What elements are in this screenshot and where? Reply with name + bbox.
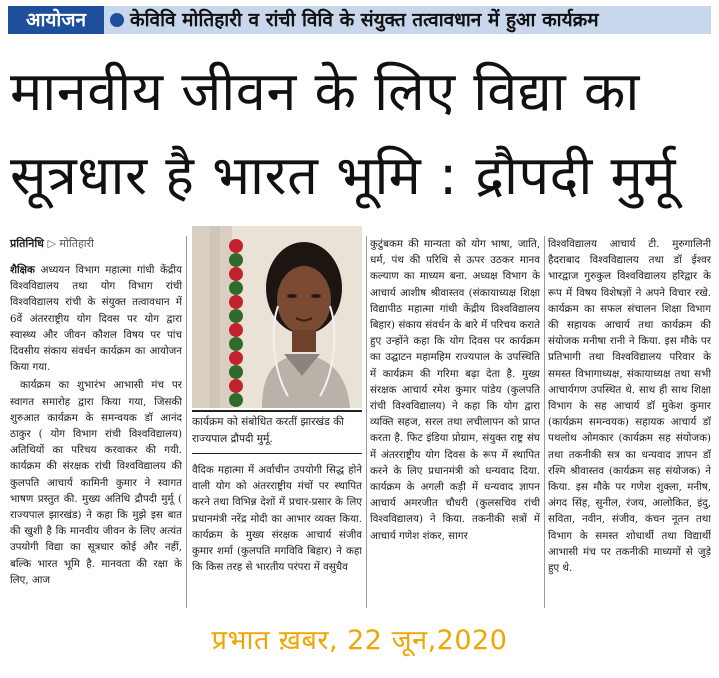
headline-line-1: मानवीय जीवन के लिए विद्या का	[10, 60, 640, 123]
column-divider	[366, 236, 367, 608]
photo-caption: कार्यक्रम को संबोधित करतीं झारखंड की राज्यपाल द्रौपदी मुर्मू.	[192, 410, 362, 454]
governor-portrait-image	[192, 226, 362, 408]
bullet-dot-icon	[110, 13, 124, 27]
section-badge: आयोजन	[8, 6, 104, 34]
byline-arrow-icon: ▷	[47, 237, 60, 250]
article-column-2	[192, 462, 362, 607]
article-paragraph: कुटुंबकम की मान्यता को योग भाषा, जाति, धर्म, पंथ की परिधि से ऊपर उठकर मानव कल्याण का माध्यम बना. अध्यक्ष विभाग के आचार्य आशीष श्रीवास्तव (संकायाध्यक्ष शिक्षा विद्यापीठ महात्मा गांधी केंद्रीय विश्वविद्यालय बिहार) संकाय संवर्धन के बारे में परिचय कराते हुए उन्होंने कहा कि योग दिवस पर कार्यक्रम का उद्घाटन महामहिम राज्यपाल के उपस्थिति में कार्यक्रम की गरिमा बढ़ा देता है. मुख्य संरक्षक आचार्य रमेश कुमार पांडेय (कुलपति रांची विश्वविद्यालय) ने कहा कि योग द्वारा व्यक्ति सहज, सरल तथा लचीलापन को प्राप्त करता है. फिट इंडिया प्रोग्राम, संयुक्त राष्ट्र संघ में अंतरराष्ट्रीय योग दिवस के रूप में स्थापित करने के लिए प्रधानमंत्री को धन्यवाद दिया. कार्यक्रम के अगली कड़ी में धन्यवाद ज्ञापन आचार्य अमरजीत चौधरी (कुलसचिव रांची विश्वविद्यालय) ने किया. तकनीकी सत्रों में आचार्य गणेश शंकर, सागर	[370, 238, 540, 542]
kicker-text: केविवि मोतिहारी व रांची विवि के संयुक्त तत्वावधान में हुआ कार्यक्रम	[130, 9, 599, 31]
article-paragraph: विश्वविद्यालय आचार्य टी. मुरुगालिनी हैदराबाद विश्वविद्यालय तथा डॉ ईश्वर भारद्वाज गुरुकुल विश्वविद्यालय हरिद्वार के रूप में विषय विशेषज्ञों ने अपने विचार रखे. कार्यक्रम का सफल संचालन शिक्षा विभाग की सहायक आचार्य तथा कार्यक्रम की संयोजक मनीषा रानी ने किया. इस मौके पर प्रतिभागी तथा विश्वविद्यालय परिवार के समस्त विभागाध्यक्ष, संकायाध्यक्ष तथा सभी आचार्यगण उपस्थित थे. साथ ही साथ शिक्षा विभाग के सह आचार्य डॉ मुकेश कुमार (कार्यक्रम समन्वयक) सहायक आचार्य डॉ पथलोथ ओमकार (कार्यक्रम सह संयोजक) तथा तकनीकी सत्र का धन्यवाद ज्ञापन डॉ रश्मि श्रीवास्तव (कार्यक्रम सह संयोजक) ने किया. इस मौके पर गणेश शुक्ला, मनीष, अंगद सिंह, सुनील, रंजय, आलोकित, इंदु, सविता, नवीन, संजीव, कंचन नूतन तथा विभाग के समस्त शोधार्थी तथा विद्यार्थी आभासी मंच पर तकनीकी माध्यमों से जुड़े हुए थे.	[548, 238, 711, 575]
article-paragraph: कार्यक्रम का शुभारंभ आभासी मंच पर स्वागत समारोह द्वारा किया गया, जिसकी शुरुआत कार्यक्रम के समन्वयक डॉ आनंद ठाकुर ( योग विभाग रांची विश्वविद्यालय) अतिथियों का परिचय करवाकर की गयी. कार्यक्रम की संरक्षक रांची विश्वविद्यालय की कुलपति आचार्य कामिनी कुमार ने स्वागत भाषण प्रस्तुत की. मुख्य अतिथि द्रौपदी मुर्मू ( राज्यपाल झारखंड) ने कहा कि मुझे इस बात की खुशी है कि मानवीय जीवन के लिए अत्यंत उपयोगी विद्या का सूत्रधार कोई और नहीं, बल्कि भारत भूमि है. मानवता की रक्षा के लिए, आज	[10, 379, 182, 586]
byline-reporter: प्रतिनिधि	[10, 237, 44, 250]
article-column-3	[370, 236, 540, 607]
article-paragraph	[10, 262, 182, 375]
article-column-4	[548, 236, 711, 607]
article-column-1	[10, 262, 182, 607]
headline-line-2: सूत्रधार है भारत भूमि : द्रौपदी मुर्मू	[10, 144, 677, 207]
lead-word: शैक्षिक	[10, 264, 35, 276]
governor-photo	[192, 226, 362, 408]
byline	[10, 236, 94, 251]
column-divider	[186, 236, 187, 608]
column-divider	[544, 236, 545, 608]
paragraph-text: अध्ययन विभाग महात्मा गांधी केंद्रीय विश्वविद्यालय तथा योग विभाग रांची विश्वविद्यालय रांची के संयुक्त तत्वावधान में 6वें अंतरराष्ट्रीय योग दिवस पर योग द्वारा स्वास्थ्य और जीवन कौशल विषय पर पांच दिवसीय संकाय संवर्धन कार्यक्रम का आयोजन किया गया.	[10, 264, 182, 374]
article-paragraph: वैदिक महात्मा में अर्वाचीन उपयोगी सिद्ध होने वाली योग को अंतरराष्ट्रीय मंचों पर स्थापित करने तथा विभिन्न देशों में प्रचार-प्रसार के लिए प्रधानमंत्री नरेंद्र मोदी का आभार व्यक्त किया. कार्यक्रम के मुख्य संरक्षक आचार्य संजीव कुमार शर्मा (कुलपति मगविवि बिहार) ने कहा कि किस तरह से भारतीय परंपरा में वसुधैव	[192, 464, 362, 574]
newspaper-source-date: प्रभात ख़बर, 22 जून,2020	[211, 625, 508, 656]
byline-place: मोतिहारी	[59, 237, 95, 250]
